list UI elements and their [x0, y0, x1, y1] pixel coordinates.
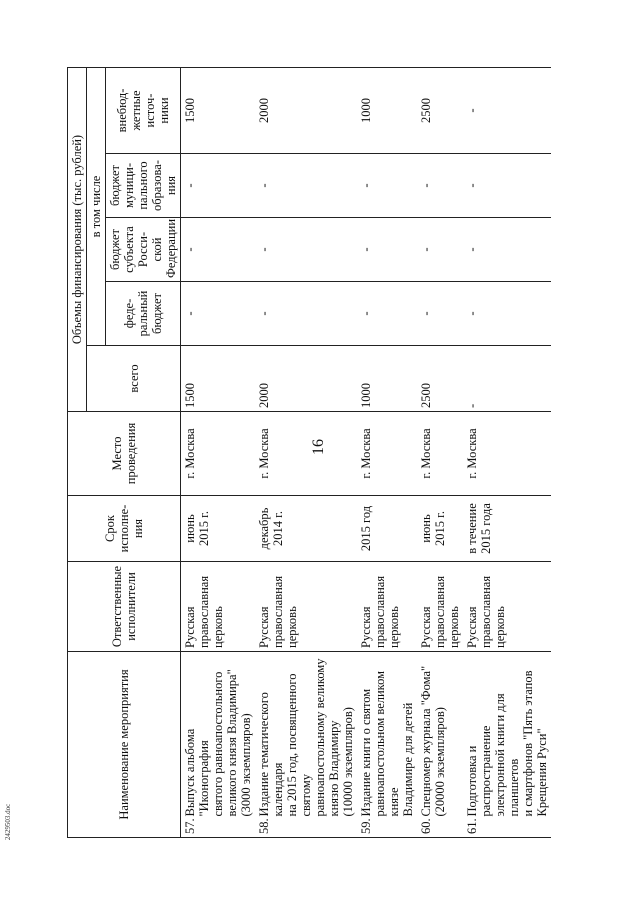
row-executors: Русская православная церковь — [417, 562, 463, 652]
row-name: Выпуск альбома "Иконография святого равноапостольного великого князя Владимира" (3000 экземпляров) — [181, 652, 256, 820]
row-municipal: - — [255, 154, 357, 218]
row-regional: - — [463, 218, 551, 282]
row-place: г. Москва — [357, 412, 417, 496]
row-total: 2500 — [417, 346, 463, 412]
row-place: г. Москва — [181, 412, 256, 496]
header-funding: Объемы финансирования (тыс. рублей) — [68, 67, 87, 411]
header-federal: феде- ральный бюджет — [106, 282, 181, 346]
document-code: 2429503.doc — [4, 803, 13, 841]
row-term: 2015 год — [357, 496, 417, 562]
table-row — [357, 67, 417, 837]
row-number: 60. — [417, 820, 463, 838]
table-row — [417, 67, 463, 837]
row-executors: Русская православная церковь — [181, 562, 256, 652]
row-term: декабрь 2014 г. — [255, 496, 357, 562]
row-place: г. Москва — [417, 412, 463, 496]
table-row — [463, 67, 551, 837]
row-federal: - — [417, 282, 463, 346]
table-row — [255, 67, 357, 837]
row-regional: - — [357, 218, 417, 282]
row-extra: 1000 — [357, 67, 417, 153]
row-regional: - — [181, 218, 256, 282]
table-row — [181, 67, 256, 837]
row-place: г. Москва — [463, 412, 551, 496]
row-number: 57. — [181, 820, 256, 838]
row-name: Издание тематического календаря на 2015 год, посвященного святому равноапостольному великому князю Владимиру (10000 экземпляров) — [255, 652, 357, 820]
header-executors: Ответственные исполнители — [68, 562, 181, 652]
row-regional: - — [255, 218, 357, 282]
row-municipal: - — [357, 154, 417, 218]
row-regional: - — [417, 218, 463, 282]
row-total: 2000 — [255, 346, 357, 412]
row-municipal: - — [417, 154, 463, 218]
row-number: 58. — [255, 820, 357, 838]
row-term: июнь 2015 г. — [417, 496, 463, 562]
header-place: Место проведения — [68, 412, 181, 496]
row-name: Подготовка и распространение электронной книги для планшетов и смартфонов "Пять этапов Крещения Руси" — [463, 652, 551, 820]
row-term: июнь 2015 г. — [181, 496, 256, 562]
rotated-table-container — [67, 68, 632, 838]
header-extra: внебюд- жетные источ- ники — [106, 67, 181, 153]
row-federal: - — [255, 282, 357, 346]
row-term: в течение 2015 года — [463, 496, 551, 562]
header-municipal: бюджет муници- пального образова- ния — [106, 154, 181, 218]
header-name: Наименование мероприятия — [68, 652, 181, 838]
row-number: 61. — [463, 820, 551, 838]
row-extra: - — [463, 67, 551, 153]
row-municipal: - — [181, 154, 256, 218]
row-name: Спецномер журнала "Фома" (20000 экземпляров) — [417, 652, 463, 820]
row-name: Издание книги о святом равноапостольном великом князе Владимире для детей — [357, 652, 417, 820]
row-federal: - — [181, 282, 256, 346]
row-number: 59. — [357, 820, 417, 838]
row-place: г. Москва — [255, 412, 357, 496]
page-number: 16 — [310, 439, 327, 455]
row-municipal: - — [463, 154, 551, 218]
header-term: Срок исполне- ния — [68, 496, 181, 562]
header-regional: бюджет субъекта Росси- ской Федерации — [106, 218, 181, 282]
header-total: всего — [87, 346, 181, 412]
row-executors: Русская православная церковь — [255, 562, 357, 652]
row-extra: 2500 — [417, 67, 463, 153]
row-executors: Русская православная церковь — [463, 562, 551, 652]
row-federal: - — [357, 282, 417, 346]
funding-table — [67, 67, 551, 838]
row-extra: 1500 — [181, 67, 256, 153]
row-executors: Русская православная церковь — [357, 562, 417, 652]
row-federal: - — [463, 282, 551, 346]
row-extra: 2000 — [255, 67, 357, 153]
header-including: в том числе — [87, 67, 106, 345]
row-total: 1500 — [181, 346, 256, 412]
row-total: - — [463, 346, 551, 412]
row-total: 1000 — [357, 346, 417, 412]
